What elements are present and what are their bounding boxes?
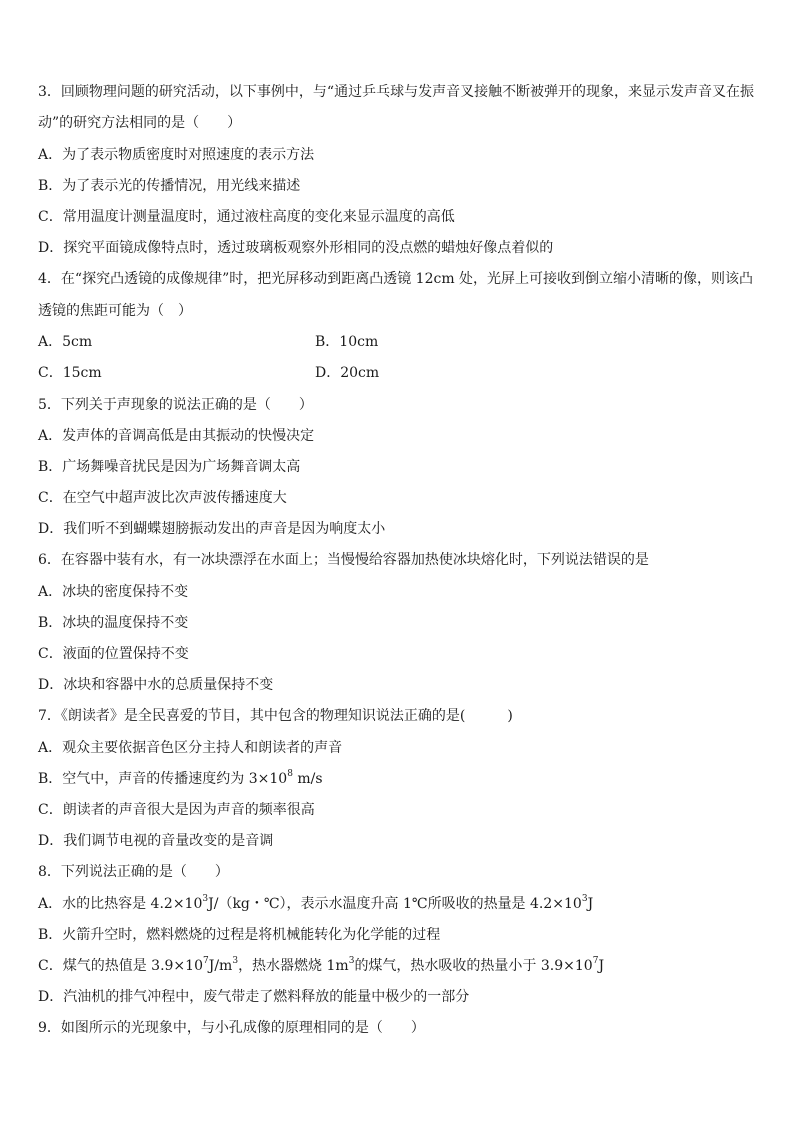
q8-option-c-text-3: ，热水器燃烧 1m <box>238 958 349 974</box>
q8-option-a <box>38 895 593 913</box>
q6-option-b: B．冰块的温度保持不变 <box>38 615 189 631</box>
q6-option-a: A．冰块的密度保持不变 <box>38 584 189 600</box>
q8-option-c-exponent-2: 3 <box>232 956 239 967</box>
q8-option-b: B．火箭升空时，燃料燃烧的过程是将机械能转化为化学能的过程 <box>38 927 441 943</box>
q4-option-a: A．5cm <box>38 334 93 350</box>
q8-option-a-text-2: J/（kg・℃），表示水温度升高 1℃所吸收的热量是 4.2×10 <box>208 896 582 912</box>
q3-option-b: B．为了表示光的传播情况，用光线来描述 <box>38 178 301 194</box>
q5-option-a: A．发声体的音调高低是由其振动的快慢决定 <box>38 428 315 444</box>
q6-option-d: D．冰块和容器中水的总质量保持不变 <box>38 677 274 693</box>
q3-option-c: C．常用温度计测量温度时，通过液柱高度的变化来显示温度的高低 <box>38 209 455 225</box>
q4-stem-line1: 4．在“探究凸透镜的成像规律”时，把光屏移动到距离凸透镜 12cm 处，光屏上可接收到倒立缩小清晰的像，则该凸 <box>38 271 754 287</box>
q7-option-b-text: B．空气中，声音的传播速度约为 3×10 <box>38 771 288 787</box>
q4-option-c: C．15cm <box>38 365 102 381</box>
q7-option-b-exponent: 8 <box>287 769 293 780</box>
q4-stem-line2: 透镜的焦距可能为（ ） <box>38 303 192 319</box>
q6-stem: 6．在容器中装有水，有一冰块漂浮在水面上；当慢慢给容器加热使冰块熔化时，下列说法错误的是 <box>38 552 649 568</box>
q3-option-d: D．探究平面镜成像特点时，透过玻璃板观察外形相同的没点燃的蜡烛好像点着似的 <box>38 240 554 256</box>
q7-option-b-unit: m/s <box>292 771 323 787</box>
q5-option-c: C．在空气中超声波比次声波传播速度大 <box>38 490 287 506</box>
q8-option-c <box>38 957 604 975</box>
q8-option-c-exponent-4: 7 <box>592 956 599 967</box>
q7-option-d: D．我们调节电视的音量改变的是音调 <box>38 833 274 849</box>
q5-stem: 5．下列关于声现象的说法正确的是（ ） <box>38 397 313 413</box>
q8-option-a-exponent-1: 3 <box>202 894 209 905</box>
q8-stem: 8．下列说法正确的是（ ） <box>38 864 229 880</box>
q4-option-d: D．20cm <box>315 365 380 381</box>
q8-option-c-text-4: 的煤气，热水吸收的热量小于 3.9×10 <box>354 958 593 974</box>
q8-option-c-text-2: J/m <box>208 958 233 974</box>
q8-option-c-text-5: J <box>598 958 605 974</box>
q7-option-c: C．朗读者的声音很大是因为声音的频率很高 <box>38 802 315 818</box>
q7-option-a: A．观众主要依据音色区分主持人和朗读者的声音 <box>38 740 343 756</box>
q3-option-a: A．为了表示物质密度时对照速度的表示方法 <box>38 147 315 163</box>
q8-option-a-text-1: A．水的比热容是 4.2×10 <box>38 896 203 912</box>
q8-option-d: D．汽油机的排气冲程中，废气带走了燃料释放的能量中极少的一部分 <box>38 989 470 1005</box>
q7-stem: 7．《朗读者》是全民喜爱的节目，其中包含的物理知识说法正确的是( ) <box>38 708 513 724</box>
q9-stem: 9．如图所示的光现象中，与小孔成像的原理相同的是（ ） <box>38 1020 425 1036</box>
q8-option-c-text-1: C．煤气的热值是 3.9×10 <box>38 958 203 974</box>
q8-option-a-exponent-2: 3 <box>581 894 588 905</box>
q7-option-b <box>38 770 323 788</box>
q3-stem-line1: 3．回顾物理问题的研究活动，以下事例中，与“通过乒乓球与发声音叉接触不断被弹开的现象，来显示发声音叉在振 <box>38 84 755 100</box>
q6-option-c: C．液面的位置保持不变 <box>38 646 189 662</box>
q3-stem-line2: 动”的研究方法相同的是（ ） <box>38 115 242 131</box>
q8-option-c-exponent-3: 3 <box>348 956 355 967</box>
q4-option-b: B．10cm <box>315 334 379 350</box>
q8-option-c-exponent-1: 7 <box>202 956 209 967</box>
q8-option-a-text-3: J <box>587 896 594 912</box>
q5-option-b: B．广场舞噪音扰民是因为广场舞音调太高 <box>38 459 301 475</box>
q5-option-d: D．我们听不到蝴蝶翅膀振动发出的声音是因为响度太小 <box>38 521 386 537</box>
